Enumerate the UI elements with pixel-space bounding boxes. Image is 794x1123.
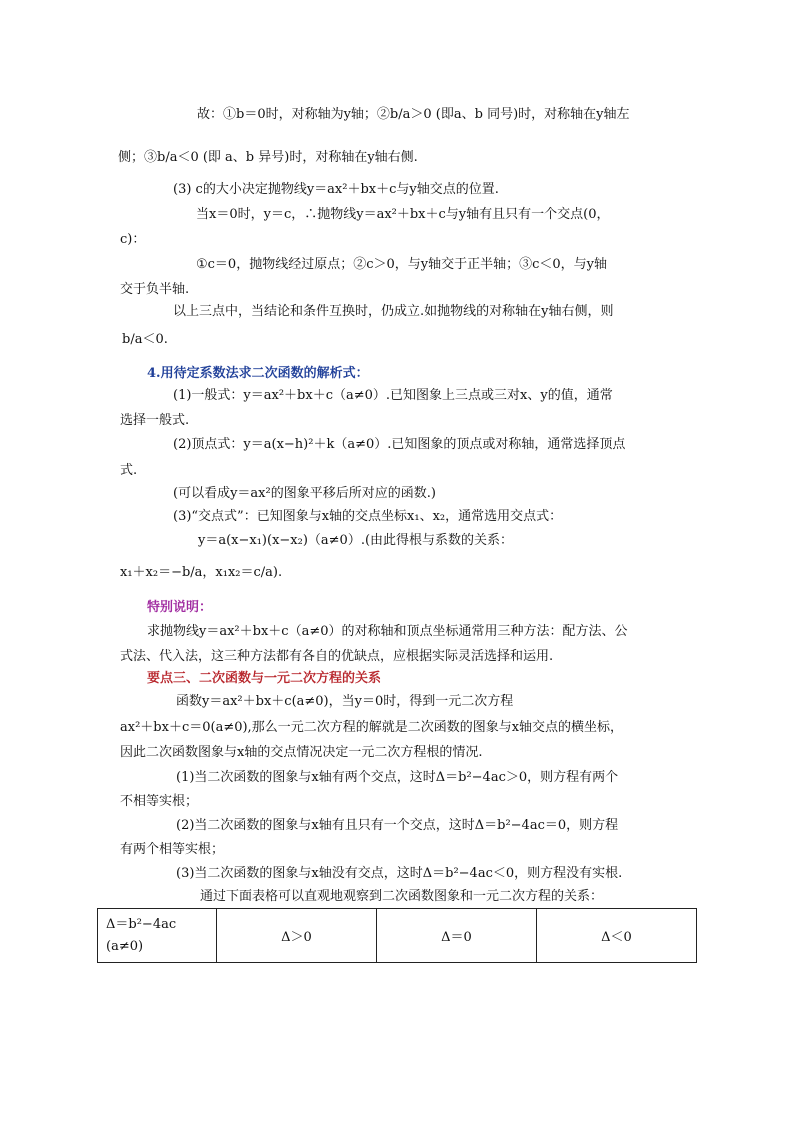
text-line: 当x＝0时，y＝c，∴抛物线y＝ax²＋bx＋c与y轴有且只有一个交点(0， <box>196 207 610 222</box>
table-row <box>98 909 697 963</box>
text-line: 函数y＝ax²＋bx＋c(a≠0)，当y＝0时，得到一元二次方程 <box>176 694 514 709</box>
text-line: c)： <box>120 232 146 247</box>
text-line: 式. <box>120 463 138 478</box>
text-line: 侧；③b/a＜0 (即 a、b 异号)时，对称轴在y轴右侧. <box>118 150 418 165</box>
discriminant-formula: Δ＝b²−4ac <box>106 916 177 932</box>
text-line: b/a＜0. <box>122 332 168 347</box>
text-line: 不相等实根； <box>120 794 199 809</box>
text-line: (2)顶点式：y＝a(x−h)²＋k（a≠0）.已知图象的顶点或对称轴，通常选择顶点 <box>173 437 626 452</box>
discriminant-table <box>97 908 697 963</box>
table-header-cell <box>98 909 217 963</box>
text-line: (3) c的大小决定抛物线y＝ax²＋bx＋c与y轴交点的位置. <box>173 182 499 197</box>
text-line: 式法、代入法，这三种方法都有各自的优缺点，应根据实际灵活选择和运用. <box>120 649 554 664</box>
text-line: (2)当二次函数的图象与x轴有且只有一个交点，这时Δ＝b²−4ac＝0，则方程 <box>176 818 619 833</box>
text-line: (3)当二次函数的图象与x轴没有交点，这时Δ＝b²−4ac＜0，则方程没有实根. <box>176 866 623 881</box>
text-line: ①c＝0，抛物线经过原点；②c＞0，与y轴交于正半轴；③c＜0，与y轴 <box>196 257 607 272</box>
text-line: 以上三点中，当结论和条件互换时，仍成立.如抛物线的对称轴在y轴右侧，则 <box>173 304 614 319</box>
text-line: (1)一般式：y＝ax²＋bx＋c（a≠0）.已知图象上三点或三对x、y的值，通常 <box>173 388 613 403</box>
section-heading-3: 要点三、二次函数与一元二次方程的关系 <box>147 671 382 686</box>
text-line: 选择一般式. <box>120 413 190 428</box>
special-note-heading: 特别说明： <box>147 600 213 615</box>
text-line: 交于负半轴. <box>120 282 190 297</box>
text-line: 有两个相等实根； <box>120 842 225 857</box>
text-line: 求抛物线y＝ax²＋bx＋c（a≠0）的对称轴和顶点坐标通常用三种方法：配方法、公 <box>147 624 628 639</box>
text-line: 因此二次函数图象与x轴的交点情况决定一元二次方程根的情况. <box>120 745 483 760</box>
text-line: y＝a(x−x₁)(x−x₂)（a≠0）.(由此得根与系数的关系： <box>198 533 514 548</box>
table-cell-positive: Δ＞0 <box>217 909 377 963</box>
text-line: (3)“交点式”：已知图象与x轴的交点坐标x₁、x₂，通常选用交点式： <box>173 509 563 524</box>
text-line: x₁＋x₂＝−b/a，x₁x₂＝c/a). <box>120 565 283 580</box>
condition-a-nonzero: (a≠0) <box>106 938 144 954</box>
text-line: (可以看成y＝ax²的图象平移后所对应的函数.) <box>173 486 436 501</box>
text-line: ax²＋bx＋c＝0(a≠0),那么一元二次方程的解就是二次函数的图象与x轴交点的横坐标， <box>120 720 624 735</box>
section-heading-4: 4.用待定系数法求二次函数的解析式： <box>147 366 369 381</box>
table-cell-zero: Δ＝0 <box>377 909 537 963</box>
text-line: (1)当二次函数的图象与x轴有两个交点，这时Δ＝b²−4ac＞0，则方程有两个 <box>176 770 619 785</box>
table-cell-negative: Δ＜0 <box>537 909 697 963</box>
text-line: 故：①b＝0时，对称轴为y轴；②b/a＞0 (即a、b 同号)时，对称轴在y轴左 <box>197 107 630 122</box>
text-line: 通过下面表格可以直观地观察到二次函数图象和一元二次方程的关系： <box>200 889 604 904</box>
